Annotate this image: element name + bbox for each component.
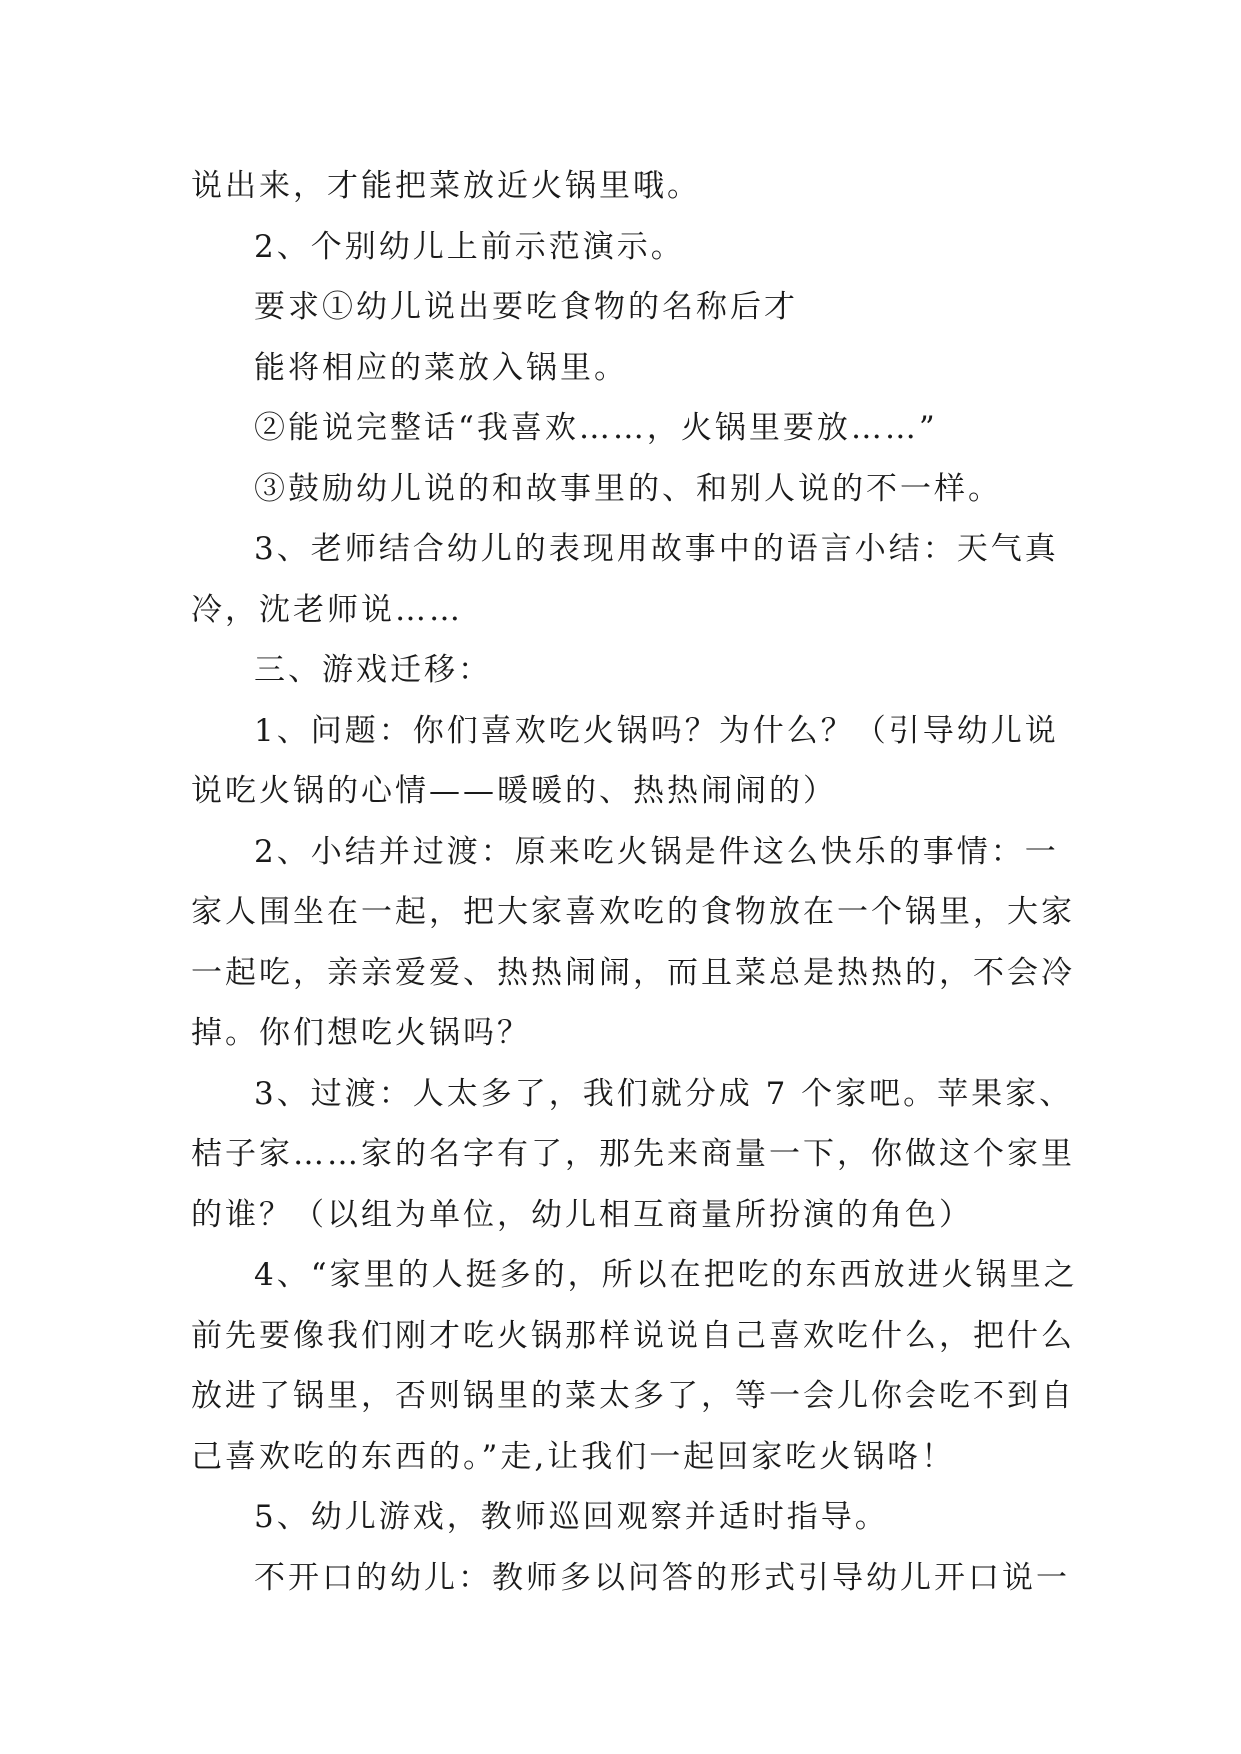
text-line: 掉。你们想吃火锅吗？ xyxy=(191,1015,531,1051)
text-line: 家人围坐在一起，把大家喜欢吃的食物放在一个锅里，大家 xyxy=(191,894,1075,930)
text-line: 桔子家……家的名字有了，那先来商量一下，你做这个家里 xyxy=(191,1136,1075,1172)
text-line: 能将相应的菜放入锅里。 xyxy=(254,349,628,386)
text-line: 说吃火锅的心情——暖暖的、热热闹闹的） xyxy=(191,773,837,809)
text-line: 4、“家里的人挺多的，所以在把吃的东西放进火锅里之 xyxy=(254,1257,1078,1293)
text-line: 2、个别幼儿上前示范演示。 xyxy=(254,228,685,265)
text-line: 一起吃，亲亲爱爱、热热闹闹，而且菜总是热热的，不会冷 xyxy=(191,954,1075,991)
text-line: 不开口的幼儿：教师多以问答的形式引导幼儿开口说一 xyxy=(254,1559,1070,1596)
text-line: 的谁？（以组为单位，幼儿相互商量所扮演的角色） xyxy=(191,1196,973,1233)
text-line: 1、问题：你们喜欢吃火锅吗？为什么？（引导幼儿说 xyxy=(254,712,1059,749)
text-line: 要求①幼儿说出要吃食物的名称后才 xyxy=(254,289,798,325)
text-line: 5、幼儿游戏，教师巡回观察并适时指导。 xyxy=(254,1499,889,1535)
text-line: ③鼓励幼儿说的和故事里的、和别人说的不一样。 xyxy=(254,470,1002,507)
text-line: 三、游戏迁移： xyxy=(254,652,492,688)
text-line: 说出来，才能把菜放近火锅里哦。 xyxy=(191,168,701,204)
text-line: 2、小结并过渡：原来吃火锅是件这么快乐的事情：一 xyxy=(254,833,1059,870)
text-line: 前先要像我们刚才吃火锅那样说说自己喜欢吃什么，把什么 xyxy=(191,1317,1075,1354)
text-line: 冷，沈老师说…… xyxy=(191,591,463,628)
text-line: ②能说完整话“我喜欢……，火锅里要放……” xyxy=(254,410,938,446)
document-body xyxy=(191,156,1078,1608)
text-line: 己喜欢吃的东西的。”走,让我们一起回家吃火锅咯！ xyxy=(191,1438,956,1475)
text-line: 3、过渡：人太多了，我们就分成 7 个家吧。苹果家、 xyxy=(254,1075,1074,1112)
text-line: 3、老师结合幼儿的表现用故事中的语言小结：天气真 xyxy=(254,531,1059,567)
text-line: 放进了锅里，否则锅里的菜太多了，等一会儿你会吃不到自 xyxy=(191,1378,1075,1414)
